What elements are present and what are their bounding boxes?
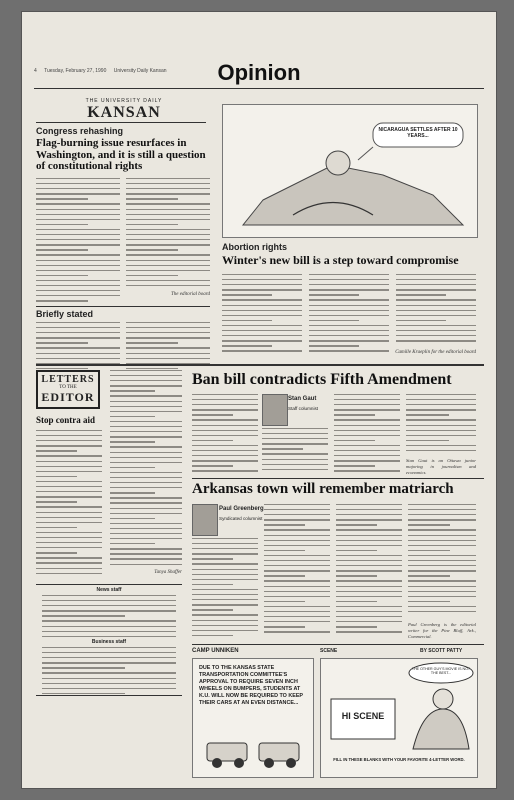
- arkansas-tagline: Paul Greenberg is the editorial writer for the Pine Bluff, Ark., Commercial.: [408, 622, 476, 639]
- newspaper-page: [22, 12, 496, 788]
- ban-bill-body-col2: [262, 428, 328, 474]
- editorial-headline: Flag-burning issue resurfaces in Washington, and it is still a question of constitutional rights: [36, 137, 206, 173]
- page-number: 4: [34, 68, 37, 74]
- editorial-abortion: [222, 242, 476, 267]
- paper-name: University Daily Kansan: [113, 68, 167, 74]
- staff-title: News staff: [96, 587, 122, 593]
- comic-left-panel: [192, 658, 314, 778]
- editorial-byline: The editorial board: [171, 292, 210, 297]
- masthead-top: THE UNIVERSITY DAILY: [85, 98, 163, 104]
- letters-logo-line3: EDITOR: [41, 390, 95, 404]
- header-rule: [34, 88, 484, 89]
- column-author-paul-greenberg: Paul Greenberg: [219, 506, 264, 512]
- editorial-kicker: Congress rehashing: [36, 126, 124, 136]
- ban-bill-body-col4: [406, 394, 476, 454]
- briefly-rule: [36, 306, 210, 307]
- abortion-headline: Winter's new bill is a step toward compromise: [222, 253, 459, 267]
- ban-bill-body-col3: [334, 394, 400, 474]
- comic-sign-text: HI SCENE: [341, 711, 385, 721]
- editorial-flag-burning: [36, 126, 212, 173]
- staff-box: [36, 584, 182, 696]
- masthead: [36, 98, 212, 122]
- editorial-body-col2: [126, 178, 210, 290]
- section-title: Opinion: [217, 60, 301, 85]
- news-staff-list: [42, 595, 176, 637]
- comic-speech-1: THE OTHER GUY'S MOVIE IS NOT THE BEST...: [411, 667, 471, 675]
- columns-rule: [192, 478, 484, 479]
- comics-rule: [192, 644, 484, 645]
- comic-speech-2: FILL IN THESE BLANKS WITH YOUR FAVORITE 4-LETTER WORD.: [333, 757, 465, 762]
- ban-bill-body-col1: [192, 394, 258, 474]
- abortion-kicker: Abortion rights: [222, 242, 287, 252]
- comic-right-panel: [320, 658, 478, 778]
- letter-headline: Stop contra aid: [36, 415, 96, 425]
- author-photo-paul-greenberg: [192, 504, 218, 536]
- cartoon-drawing-icon: [223, 105, 477, 237]
- business-staff-list: [42, 647, 176, 693]
- arkansas-body-col4: [408, 504, 476, 618]
- column-headline-arkansas: Arkansas town will remember matriarch: [192, 481, 454, 497]
- comic-right-credit: BY SCOTT PATTY: [420, 648, 463, 654]
- masthead-rule: [36, 122, 206, 123]
- comic-right-title: SCENE: [320, 648, 338, 654]
- ban-bill-tagline: Stan Gaut is an Ottawa junior majoring in journalism and economics.: [406, 458, 476, 475]
- letter-body-col2: [110, 370, 182, 568]
- letters-logo: [36, 370, 100, 409]
- mid-rule: [36, 364, 484, 366]
- masthead-name: KANSAN: [87, 104, 161, 121]
- comic-left-text: DUE TO THE KANSAS STATE TRANSPORTATION COMMITTEE'S APPROVAL TO REQUIRE SEVEN INCH WHEELS ON BUMPERS, STUDENTS AT K.U. WILL NOW BE REQUIRED TO KEEP THEIR CARS AT AN EVEN DISTANCE...: [199, 665, 303, 706]
- business-staff-title: Business staff: [91, 639, 127, 645]
- arkansas-body-col1: [192, 538, 258, 638]
- abortion-byline: Camille Kraeplin for the editorial board: [395, 350, 476, 355]
- column-author-stan-gaut: Stan Gaut: [288, 396, 317, 402]
- letter-signature: Tanya Shaffer: [154, 570, 182, 575]
- letter-body-col1: [36, 430, 102, 576]
- column-headline-ban-bill: Ban bill contradicts Fifth Amendment: [192, 371, 452, 388]
- cartoon-caption: NICARAGUA SETTLES AFTER 10 YEARS...: [378, 127, 458, 139]
- briefly-kicker: Briefly stated: [36, 309, 94, 319]
- comic-left-title: CAMP UNNIKEN: [192, 648, 239, 654]
- arkansas-body-col3: [336, 504, 402, 638]
- editorial-cartoon: [222, 104, 478, 238]
- letters-logo-line1: LETTERS: [41, 374, 95, 385]
- car-drawing-icon: [193, 729, 313, 775]
- abortion-body-col3: [396, 274, 476, 346]
- editorial-body-col1: [36, 178, 120, 304]
- author-photo-stan-gaut: [262, 394, 288, 426]
- arkansas-body-col2: [264, 504, 330, 638]
- letters-logo-line2: TO THE: [59, 385, 77, 390]
- abortion-body-col1: [222, 274, 302, 356]
- column-author-role-2: Syndicated columnist: [219, 516, 263, 521]
- abortion-body-col2: [309, 274, 389, 356]
- issue-date: Tuesday, February 27, 1990: [44, 68, 107, 74]
- column-author-role-1: Staff columnist: [288, 406, 319, 411]
